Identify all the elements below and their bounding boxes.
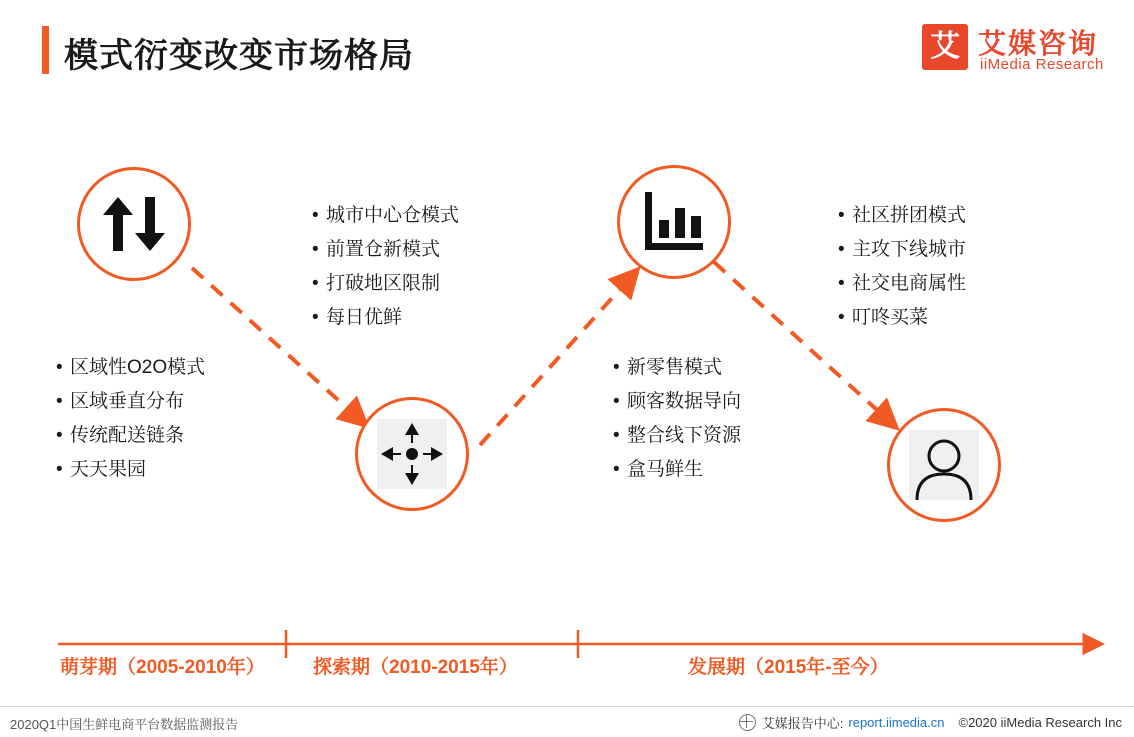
stage-2-bullets	[312, 206, 459, 342]
bullet-dot-icon: •	[613, 357, 620, 378]
footer-copyright: ©2020 iiMedia Research Inc	[958, 715, 1122, 730]
bullet-label: 打破地区限制	[326, 273, 441, 294]
list-item	[312, 240, 459, 260]
diagram-area	[0, 100, 1134, 660]
stage-3-node	[617, 165, 731, 279]
arrow-stage2-stage3	[480, 278, 630, 445]
bullet-label: 整合线下资源	[627, 425, 742, 446]
title-accent-bar	[42, 26, 49, 74]
timeline	[0, 600, 1134, 700]
bullet-dot-icon: •	[56, 425, 63, 446]
logo-name-cn: 艾媒咨询	[978, 28, 1099, 59]
list-item	[838, 274, 966, 294]
list-item	[838, 206, 966, 226]
stage-3-bullets	[613, 358, 741, 494]
bullet-label: 主攻下线城市	[852, 239, 967, 260]
bar-chart-icon	[641, 190, 707, 254]
brand-logo	[922, 22, 1112, 84]
stage-1-node	[77, 167, 191, 281]
footer-report-name: 2020Q1中国生鲜电商平台数据监测报告	[10, 717, 239, 732]
page-title: 模式衍变改变市场格局	[64, 37, 414, 75]
bullet-label: 盒马鲜生	[627, 459, 704, 480]
timeline-axis	[0, 600, 1134, 700]
list-item	[56, 358, 205, 378]
bullet-dot-icon: •	[838, 273, 845, 294]
list-item	[613, 392, 741, 412]
stage-1-bullets	[56, 358, 205, 494]
bullet-dot-icon: •	[838, 205, 845, 226]
stage-4-bullets	[838, 206, 966, 342]
list-item	[613, 426, 741, 446]
timeline-label-2: 探索期（2010-2015年）	[313, 657, 518, 678]
bullet-label: 社区拼团模式	[852, 205, 967, 226]
person-avatar-icon	[905, 426, 983, 504]
list-item	[56, 460, 205, 480]
timeline-label-1: 萌芽期（2005-2010年）	[60, 657, 265, 678]
bullet-dot-icon: •	[312, 307, 319, 328]
stage-2-node	[355, 397, 469, 511]
bullet-dot-icon: •	[613, 425, 620, 446]
page-header	[0, 0, 1134, 100]
logo-name-en: iiMedia Research	[980, 56, 1104, 73]
list-item	[613, 460, 741, 480]
list-item	[312, 206, 459, 226]
bullet-label: 顾客数据导向	[627, 391, 742, 412]
logo-mark-icon: 艾	[922, 24, 968, 70]
bullet-dot-icon: •	[312, 239, 319, 260]
list-item	[56, 426, 205, 446]
bullet-dot-icon: •	[838, 307, 845, 328]
bullet-label: 社交电商属性	[852, 273, 967, 294]
timeline-label-3: 发展期（2015年-至今）	[688, 657, 889, 678]
bullet-dot-icon: •	[312, 273, 319, 294]
bullet-label: 每日优鲜	[326, 307, 403, 328]
bullet-dot-icon: •	[56, 391, 63, 412]
list-item	[838, 240, 966, 260]
list-item	[56, 392, 205, 412]
bullet-label: 新零售模式	[627, 357, 723, 378]
list-item	[312, 274, 459, 294]
bullet-label: 城市中心仓模式	[326, 205, 460, 226]
globe-icon	[739, 714, 756, 731]
footer-report-center-label: 艾媒报告中心:	[761, 716, 844, 731]
bullet-label: 区域性O2O模式	[70, 357, 206, 378]
list-item	[312, 308, 459, 328]
bullet-label: 天天果园	[70, 459, 147, 480]
bullet-dot-icon: •	[56, 459, 63, 480]
bullet-label: 叮咚买菜	[852, 307, 929, 328]
bullet-label: 传统配送链条	[70, 425, 185, 446]
bullet-label: 前置仓新模式	[326, 239, 441, 260]
footer-meta	[739, 713, 1122, 732]
bullet-label: 区域垂直分布	[70, 391, 185, 412]
stage-4-node	[887, 408, 1001, 522]
bullet-dot-icon: •	[838, 239, 845, 260]
footer-divider	[0, 706, 1134, 707]
list-item	[613, 358, 741, 378]
bullet-dot-icon: •	[312, 205, 319, 226]
bullet-dot-icon: •	[56, 357, 63, 378]
two-arrows-exchange-icon	[99, 193, 169, 255]
bullet-dot-icon: •	[613, 391, 620, 412]
footer-url-link[interactable]: report.iimedia.cn	[848, 715, 945, 730]
converge-arrows-icon	[375, 417, 449, 491]
list-item	[838, 308, 966, 328]
bullet-dot-icon: •	[613, 459, 620, 480]
